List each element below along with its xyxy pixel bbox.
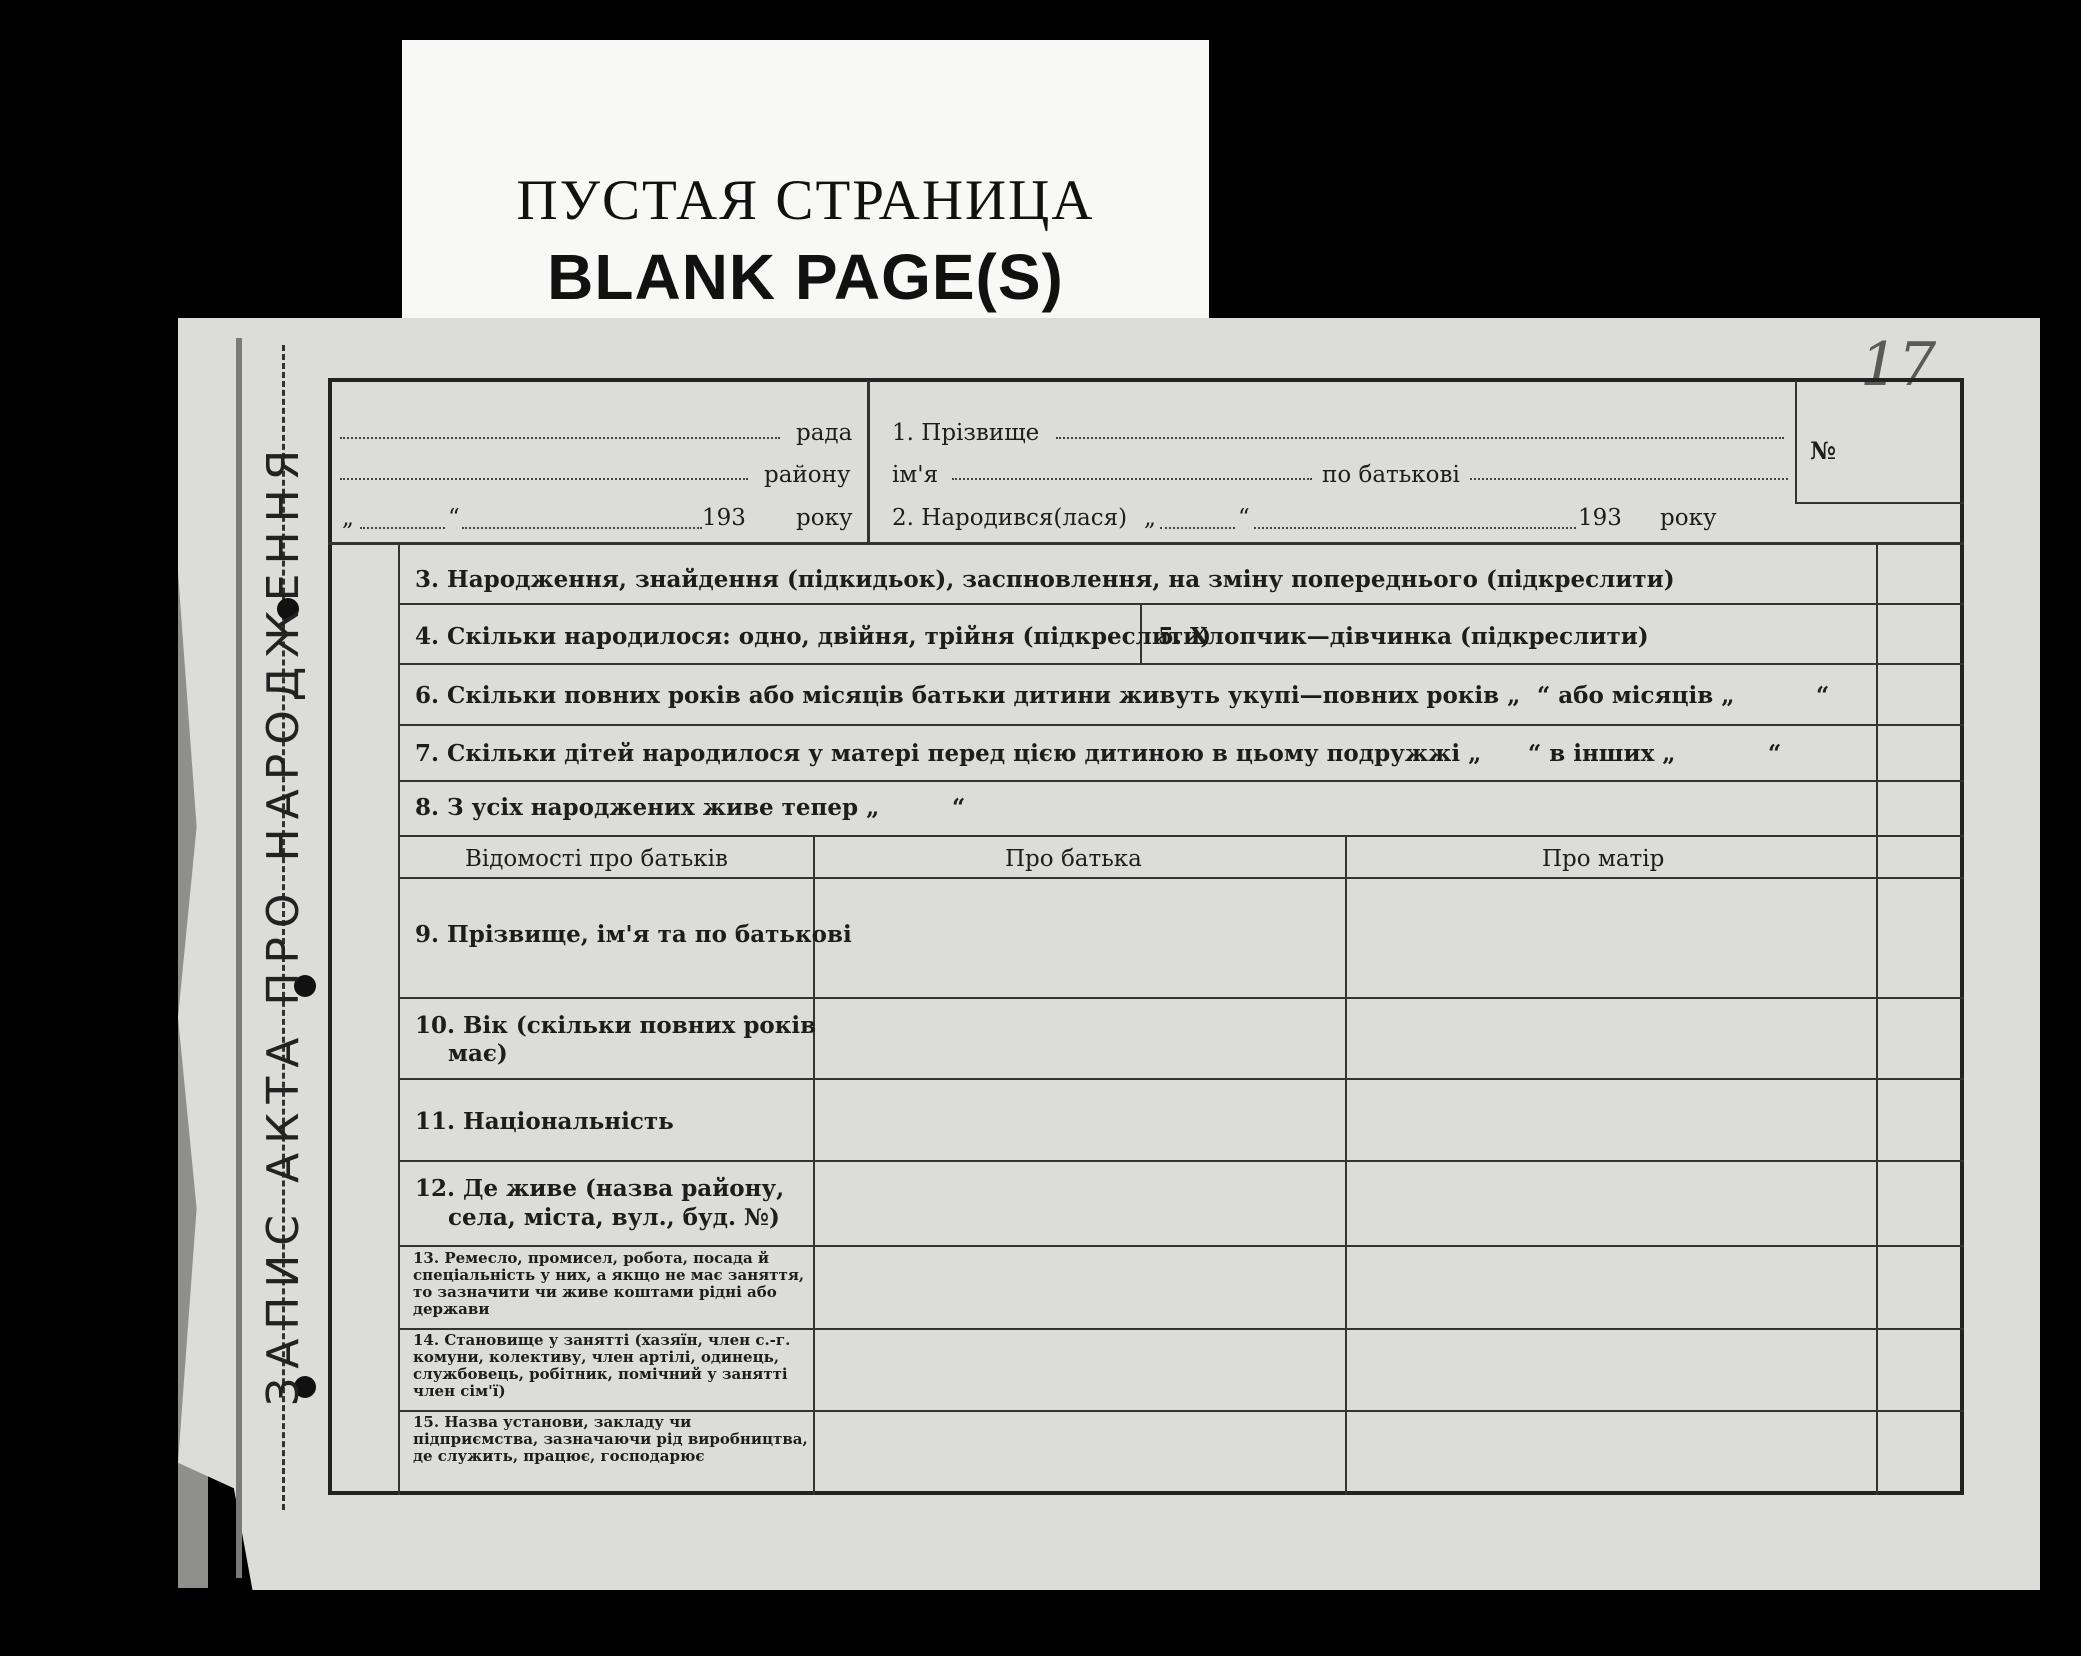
row-line — [398, 663, 1964, 665]
row-line — [398, 603, 1964, 605]
born-month-field — [1254, 527, 1576, 529]
row-line — [398, 1078, 1964, 1080]
row-8-text: 8. З усіх народжених живе тепер „ — [415, 794, 880, 821]
table-col-divider — [1345, 835, 1347, 1495]
number-box-divider — [1795, 380, 1797, 502]
row-line — [398, 835, 1964, 837]
row-line — [398, 1245, 1964, 1247]
row-line — [398, 1160, 1964, 1162]
row-7-other: “ в інших „ — [1528, 740, 1676, 767]
row-14-label: 14. Становище у занятті (хазяїн, член с.-г. комуни, колективу, член артілі, одинець, службовець, робітник, помічний у занятті член сім'ї) — [413, 1331, 791, 1400]
row-4-text: 4. Скільки народилося: одно, двійня, трійня (підкреслити) — [415, 623, 1212, 650]
row-line — [398, 997, 1964, 999]
row-12-label-a: 12. Де живе (назва району, — [415, 1175, 785, 1202]
row-7-text: 7. Скільки дітей народилося у матері перед цією дитиною в цьому подружжі „ — [415, 740, 1482, 767]
rada-field — [340, 437, 780, 439]
raion-label: району — [764, 462, 851, 488]
row-7-close: “ — [1768, 740, 1782, 767]
row-11-label: 11. Національність — [415, 1108, 674, 1135]
row-line — [398, 1328, 1964, 1330]
row-8-close: “ — [952, 794, 966, 821]
row-10-label-a: 10. Вік (скільки повних років — [415, 1012, 817, 1039]
row-line — [398, 780, 1964, 782]
row-line — [398, 877, 1964, 879]
raion-field — [340, 478, 748, 480]
year-prefix: 193 — [702, 505, 746, 531]
row-15-label: 15. Назва установи, закладу чи підприємства, зазначаючи рід виробництва, де служить, працює, господарює — [413, 1413, 808, 1465]
born-label: 2. Народився(лася) — [892, 505, 1128, 531]
col-header-father: Про батька — [1005, 846, 1142, 872]
form-title: ЗАПИС АКТА ПРО НАРОДЖЕННЯ — [258, 440, 309, 1406]
col-header-parents: Відомості про батьків — [465, 846, 728, 872]
row-6-close: “ — [1816, 682, 1830, 709]
month-field — [462, 527, 702, 529]
surname-label: 1. Прізвище — [892, 420, 1040, 446]
born-year-prefix: 193 — [1578, 505, 1622, 531]
row-13-label: 13. Ремесло, промисел, робота, посада й спеціальність у них, а якщо не має заняття, то зазначити чи живе коштами рідні або держави — [413, 1249, 805, 1318]
born-year-label: року — [1660, 505, 1717, 531]
right-col-divider — [1876, 542, 1878, 1495]
rada-label: рада — [796, 420, 853, 446]
row-line — [398, 724, 1964, 726]
row-6-text: 6. Скільки повних років або місяців батьки дитини живуть укупі—повних років „ — [415, 682, 1521, 709]
row-9-label: 9. Прізвище, ім'я та по батькові — [415, 921, 852, 948]
blank-page-label-en: BLANK PAGE(S) — [547, 241, 1064, 313]
row-6-months: “ або місяців „ — [1537, 682, 1735, 709]
col-header-mother: Про матір — [1542, 846, 1665, 872]
row-3-text: 3. Народження, знайдення (підкидьок), заспновлення, на зміну попереднього (підкреслити) — [415, 566, 1675, 593]
card-fold-edge — [236, 338, 242, 1578]
day-field — [360, 527, 445, 529]
patronymic-field — [1470, 478, 1788, 480]
name-field — [952, 478, 1312, 480]
header-col-divider — [867, 380, 870, 542]
number-box-bottom — [1795, 502, 1964, 504]
number-sign: № — [1810, 436, 1837, 465]
row-12-label-b: села, міста, вул., буд. №) — [448, 1204, 780, 1231]
row-10-label-b: має) — [448, 1040, 508, 1067]
handwritten-number: 17 — [1860, 330, 1937, 400]
year-label: року — [796, 505, 853, 531]
born-open-quote: „ — [1144, 505, 1156, 531]
row-5-text: 5. Хлопчик—дівчинка (підкреслити) — [1158, 623, 1649, 650]
header-divider — [328, 542, 1964, 545]
title-col-divider — [398, 542, 400, 1495]
surname-field — [1056, 437, 1784, 439]
blank-page-label-ru: ПУСТАЯ СТРАНИЦА — [516, 169, 1095, 232]
born-close-quote: “ — [1238, 505, 1250, 531]
patronymic-label: по батькові — [1322, 462, 1460, 488]
born-day-field — [1160, 527, 1235, 529]
blank-page-label — [402, 40, 1209, 335]
date-open-quote: „ — [342, 505, 354, 531]
date-close-quote: “ — [448, 505, 460, 531]
row-line — [398, 1410, 1964, 1412]
name-label: ім'я — [892, 462, 939, 488]
